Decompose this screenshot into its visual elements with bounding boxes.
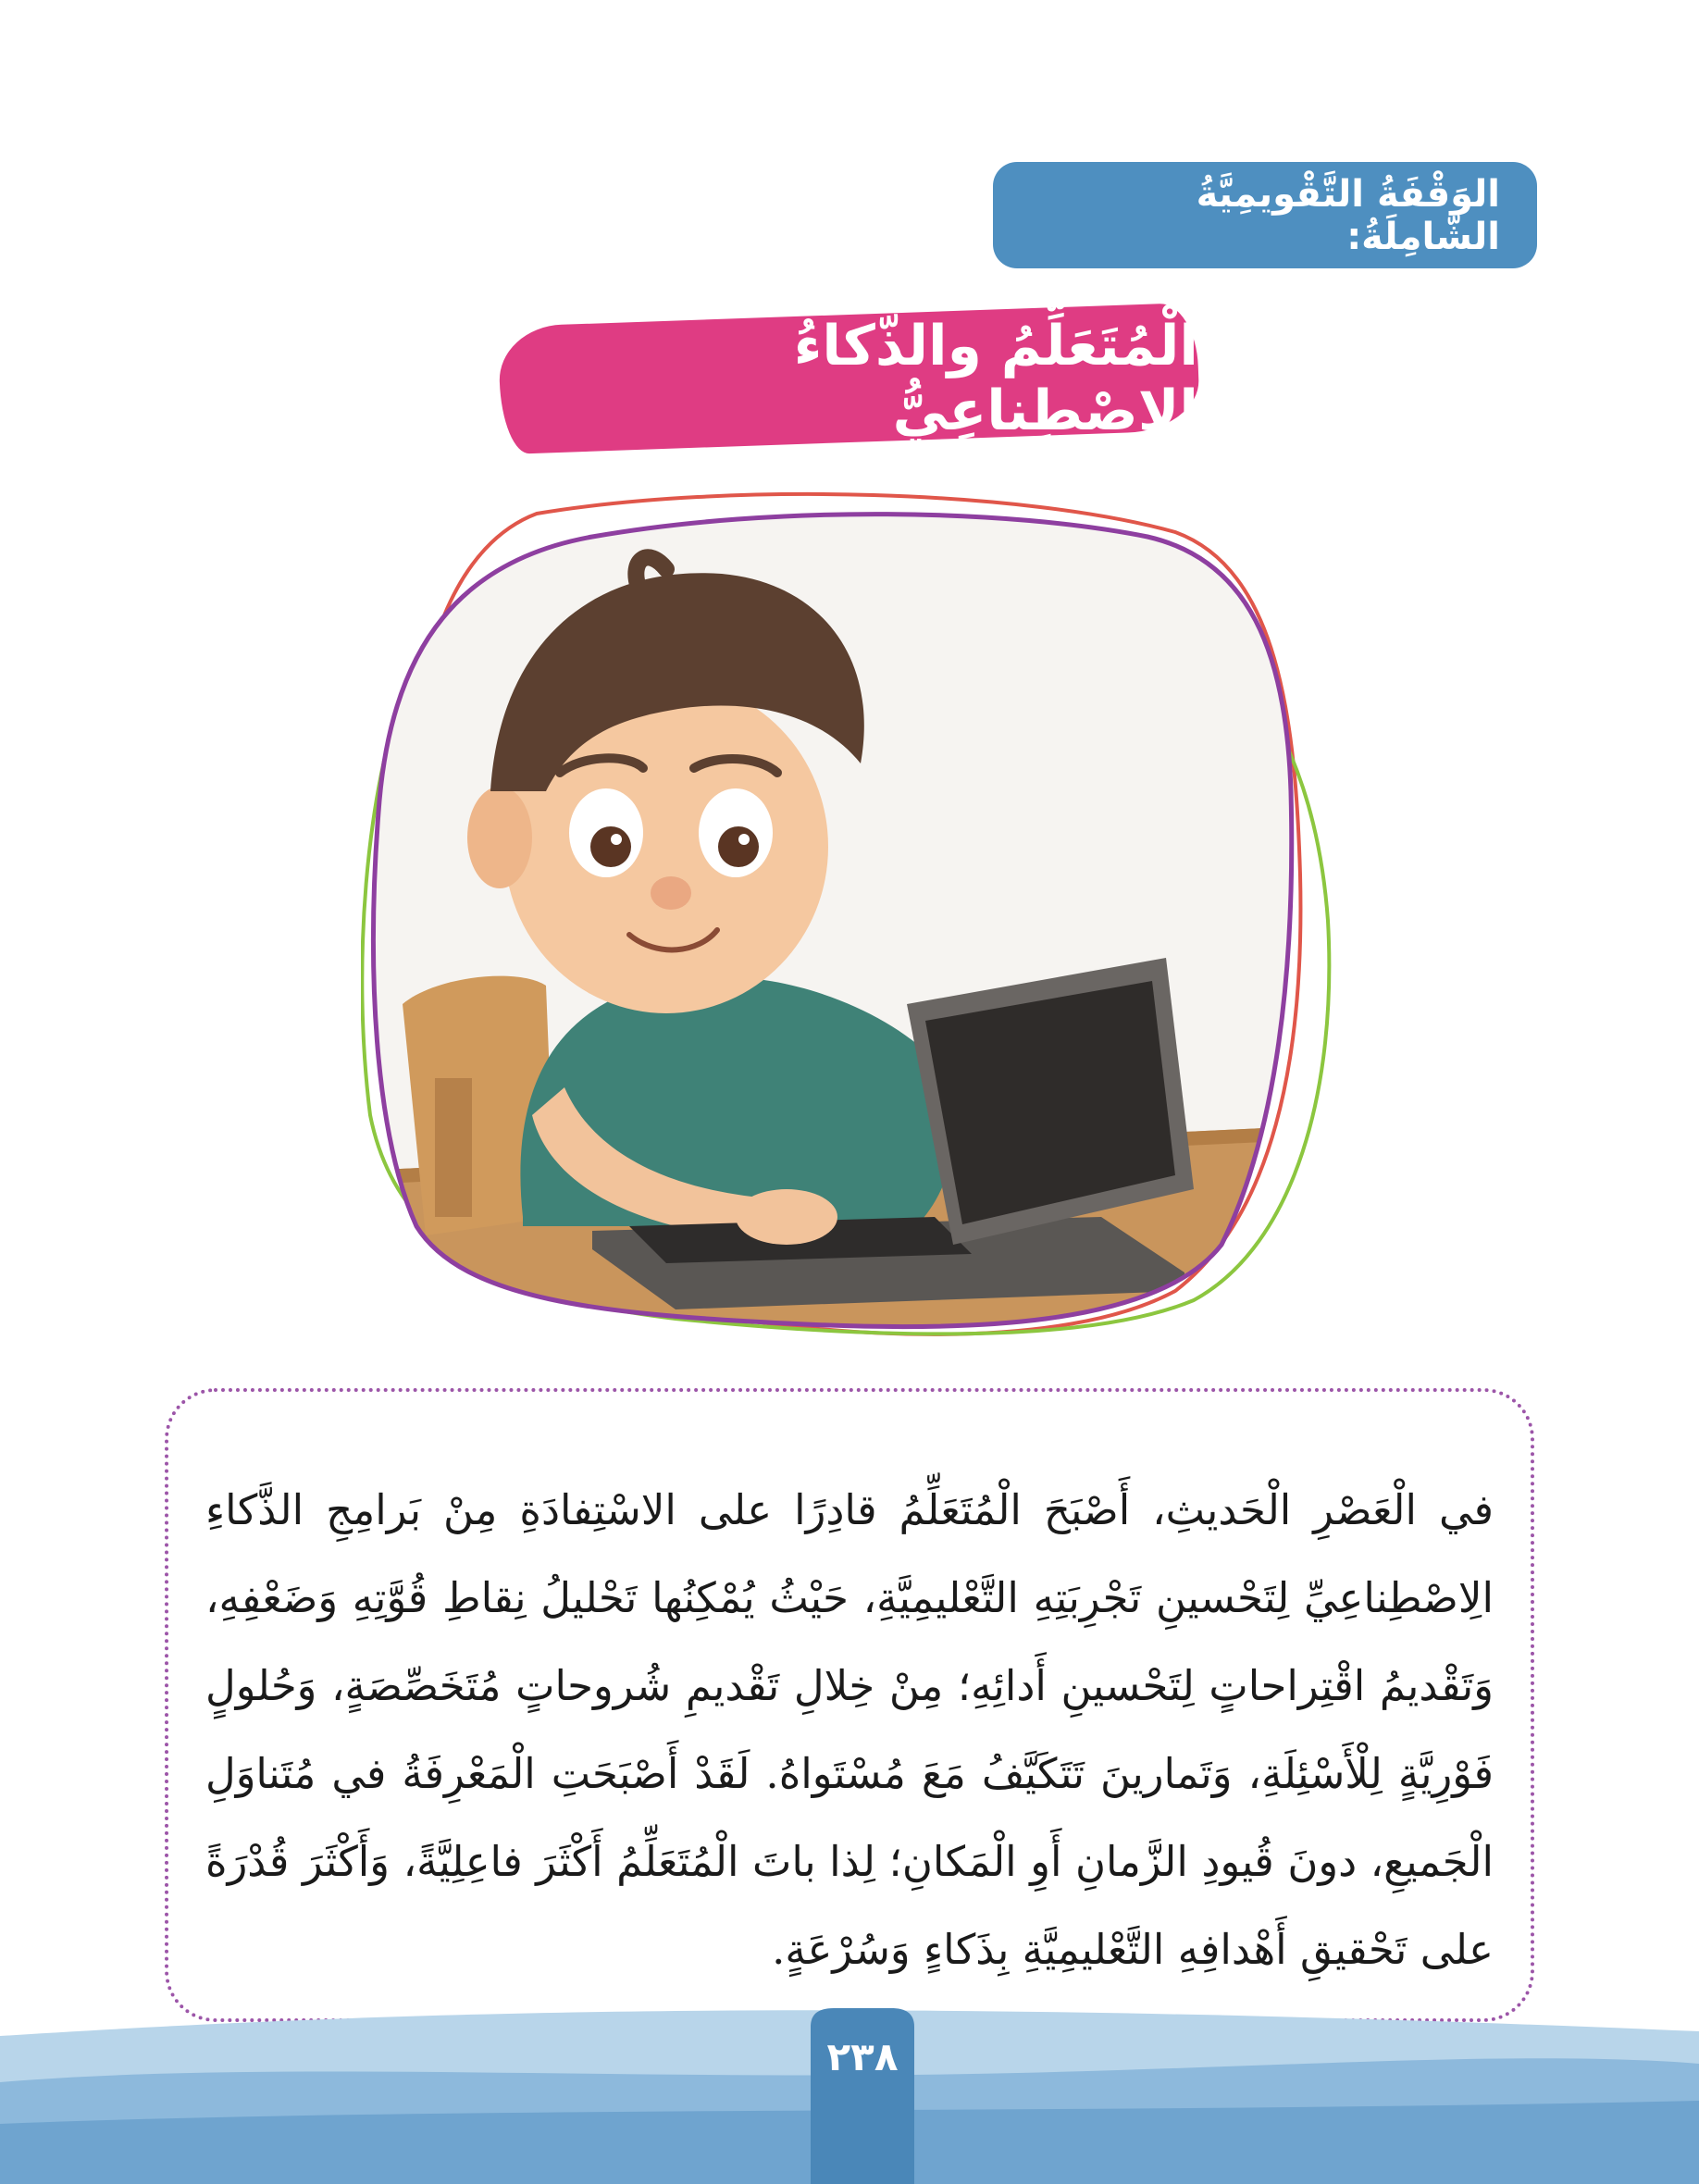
- illustration-scene: [361, 486, 1342, 1346]
- page-number-tab: [811, 2008, 914, 2184]
- reading-passage-box: [165, 1388, 1534, 2022]
- section-heading: الوَقْفَةُ التَّقْويمِيَّةُ الشّامِلَةُ:: [1196, 172, 1500, 258]
- lesson-title: الْمُتَعَلِّمُ والذَّكاءُ الِاصْطِناعِيُّ: [793, 314, 1198, 443]
- page-number: ٢٣٨: [826, 2034, 899, 2079]
- boy-hand: [736, 1189, 837, 1245]
- section-heading-banner: [993, 162, 1537, 268]
- reading-passage: في الْعَصْرِ الْحَديثِ، أَصْبَحَ الْمُتَعَلِّمُ قادِرًا على الاسْتِفادَةِ مِنْ بَرامِجِ الذَّكاءِ الِاصْطِناعِيِّ لِتَحْسينِ تَجْرِبَتِهِ التَّعْليمِيَّةِ، حَيْثُ يُمْكِنُها تَحْليلُ نِقاطِ قُوَّتِهِ وَضَعْفِهِ، وَتَقْديمُ اقْتِراحاتٍ لِتَحْسينِ أَدائِهِ؛ مِنْ خِلالِ تَقْديمِ شُروحاتٍ مُتَخَصِّصَةٍ، وَحُلولٍ فَوْرِيَّةٍ لِلْأَسْئِلَةِ، وَتَمارينَ تَتَكَيَّفُ مَعَ مُسْتَواهُ. لَقَدْ أَصْبَحَتِ الْمَعْرِفَةُ في مُتَناوَلِ الْجَميعِ، دونَ قُيودِ الزَّمانِ أَوِ الْمَكانِ؛ لِذا باتَ الْمُتَعَلِّمُ أَكْثَرَ فاعِلِيَّةً، وَأَكْثَرَ قُدْرَةً على تَحْقيقِ أَهْدافِهِ التَّعْليمِيَّةِ بِذَكاءٍ وَسُرْعَةٍ.: [205, 1485, 1494, 1974]
- boy-using-laptop-illustration: [361, 486, 1342, 1346]
- lesson-title-banner: [498, 303, 1200, 454]
